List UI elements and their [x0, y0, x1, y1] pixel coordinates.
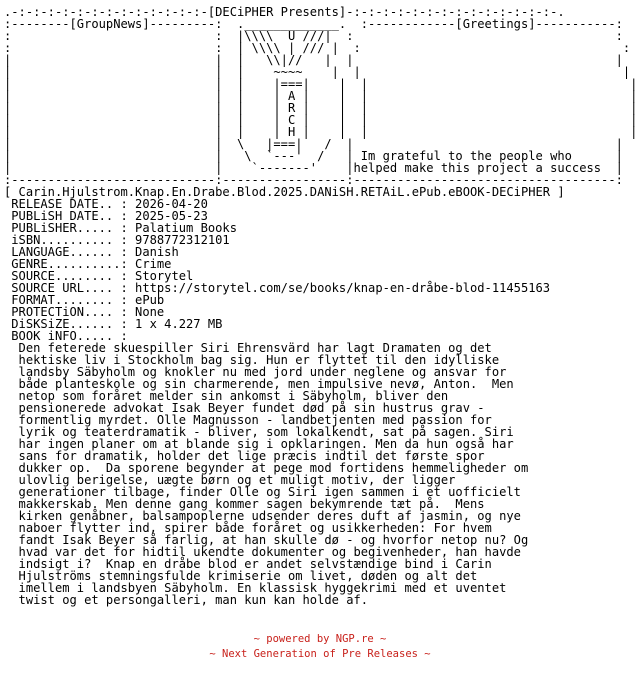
nfo-line: PUBLiSH DATE.. : 2025-05-23: [4, 209, 208, 223]
nfo-line: : : |\\\\ U ///| : :: [4, 29, 623, 43]
nfo-line: sans for dramatik, holder det lige præcis indtil det første spor: [4, 449, 485, 463]
nfo-line: imellem i landsbyen Säbyholm. En klassisk hyggekrimi med et uventet: [4, 581, 507, 595]
nfo-line: SOURCE........ : Storytel: [4, 269, 194, 283]
nfo-line: | | | | C | | | |: [4, 113, 638, 127]
nfo-text-block: [4, 6, 637, 606]
nfo-line: | | `-------' |helped make this project a success |: [4, 161, 623, 175]
nfo-line: dukker op. Da sporene begynder at pege mod fortidens hemmeligheder om: [4, 461, 529, 475]
nfo-line: | | \ |===| / | |: [4, 137, 623, 151]
nfo-line: lyrik og teaterdramatik - bliver, som lokalkendt, sat på sagen. Siri: [4, 425, 514, 439]
nfo-line: | | \ `---' / | Im grateful to the people who |: [4, 149, 623, 163]
nfo-line: BOOK iNFO..... :: [4, 329, 128, 343]
nfo-line: .-:-:-:-:-:-:-:-:-:-:-:-:-:-[DECiPHER Presents]-:-:-:-:-:-:-:-:-:-:-:-:-:-:-.: [4, 5, 565, 19]
nfo-line: | | | | A | | | |: [4, 89, 638, 103]
nfo-line: netop som foråret melder sin ankomst i Säbyholm, bliver den: [4, 389, 449, 403]
nfo-line: hektiske liv i Stockholm bag sig. Hun er flyttet til den idylliske: [4, 353, 500, 367]
nfo-line: Hjulströms stemningsfulde krimiserie om livet, døden og alt det: [4, 569, 478, 583]
nfo-line: SOURCE URL.... : https://storytel.com/se/books/knap-en-dråbe-blod-11455163: [4, 281, 551, 295]
nfo-line: [ Carin.Hjulstrom.Knap.En.Drabe.Blod.2025.DANiSH.RETAiL.ePub.eBOOK-DECiPHER ]: [4, 185, 565, 199]
nfo-line: :--------[GroupNews]---------: ._____________. :------------[Greetings]-----------:: [4, 17, 623, 31]
nfo-line: makkerskab. Men denne gang kommer sagen bekymrende tæt på. Mens: [4, 497, 485, 511]
nfo-line: | | | | H | | | |: [4, 125, 638, 139]
nfo-line: DiSKSiZE...... : 1 x 4.227 MB: [4, 317, 223, 331]
nfo-line: | | | \\|// | | |: [4, 53, 623, 67]
nfo-line: LANGUAGE...... : Danish: [4, 245, 179, 259]
nfo-line: naboer flytter ind, spirer både foråret og usikkerheden: For hvem: [4, 521, 492, 535]
nfo-line: PUBLiSHER..... : Palatium Books: [4, 221, 237, 235]
nfo-line: hvad var det for hidtil ukendte dokumenter og begivenheder, han havde: [4, 545, 521, 559]
nfo-line: fandt Isak Beyer så farlig, at han skulle dø - og hvorfor netop nu? Og: [4, 533, 529, 547]
nfo-line: ulovlig berigelse, uægte børn og et muligt motiv, der ligger: [4, 473, 456, 487]
nfo-line: generationer tilbage, finder Olle og Siri igen sammen i et uofficielt: [4, 485, 521, 499]
nfo-line: landsby Säbyholm og knokler nu med jord under neglene og ansvar for: [4, 365, 507, 379]
nfo-line: : : | \\\\ | /// | : :: [4, 41, 631, 55]
nfo-line: | | | | R | | | |: [4, 101, 638, 115]
nfo-line: iSBN.......... : 9788772312101: [4, 233, 230, 247]
nfo-line: RELEASE DATE.. : 2026-04-20: [4, 197, 208, 211]
nfo-line: kirken genåbner, balsampoplerne udsender deres duft af jasmin, og nye: [4, 509, 521, 523]
nfo-line: | | | ~~~~ | | |: [4, 65, 631, 79]
nfo-line: indsigt i? Knap en dråbe blod er andet selvstændige bind i Carin: [4, 557, 492, 571]
nfo-line: Den feterede skuespiller Siri Ehrensvärd har lagt Dramaten og det: [4, 341, 492, 355]
nfo-line: | | | |===| | | |: [4, 77, 638, 91]
nfo-line: både planteskole og sin charmerende, men impulsive nevø, Anton. Men: [4, 377, 514, 391]
nfo-line: pensionerede advokat Isak Beyer fundet død på sin hustrus grav -: [4, 401, 485, 415]
nfo-line: :----------------------------:-----------------:------------------------------------:: [4, 173, 623, 187]
nfo-line: FORMAT........ : ePub: [4, 293, 165, 307]
nfo-line: har ingen planer om at blande sig i opklaringen. Men da hun også har: [4, 437, 514, 451]
nfo-line: formentlig myrdet. Olle Magnusson - landbetjenten med passion for: [4, 413, 492, 427]
footer-powered-by: ~ powered by NGP.re ~: [253, 633, 387, 645]
nfo-line: PROTECTiON.... : None: [4, 305, 165, 319]
nfo-line: twist og et persongalleri, man kun kan holde af.: [4, 593, 369, 607]
nfo-line: GENRE..........: Crime: [4, 257, 172, 271]
footer-tagline: ~ Next Generation of Pre Releases ~: [209, 648, 431, 660]
